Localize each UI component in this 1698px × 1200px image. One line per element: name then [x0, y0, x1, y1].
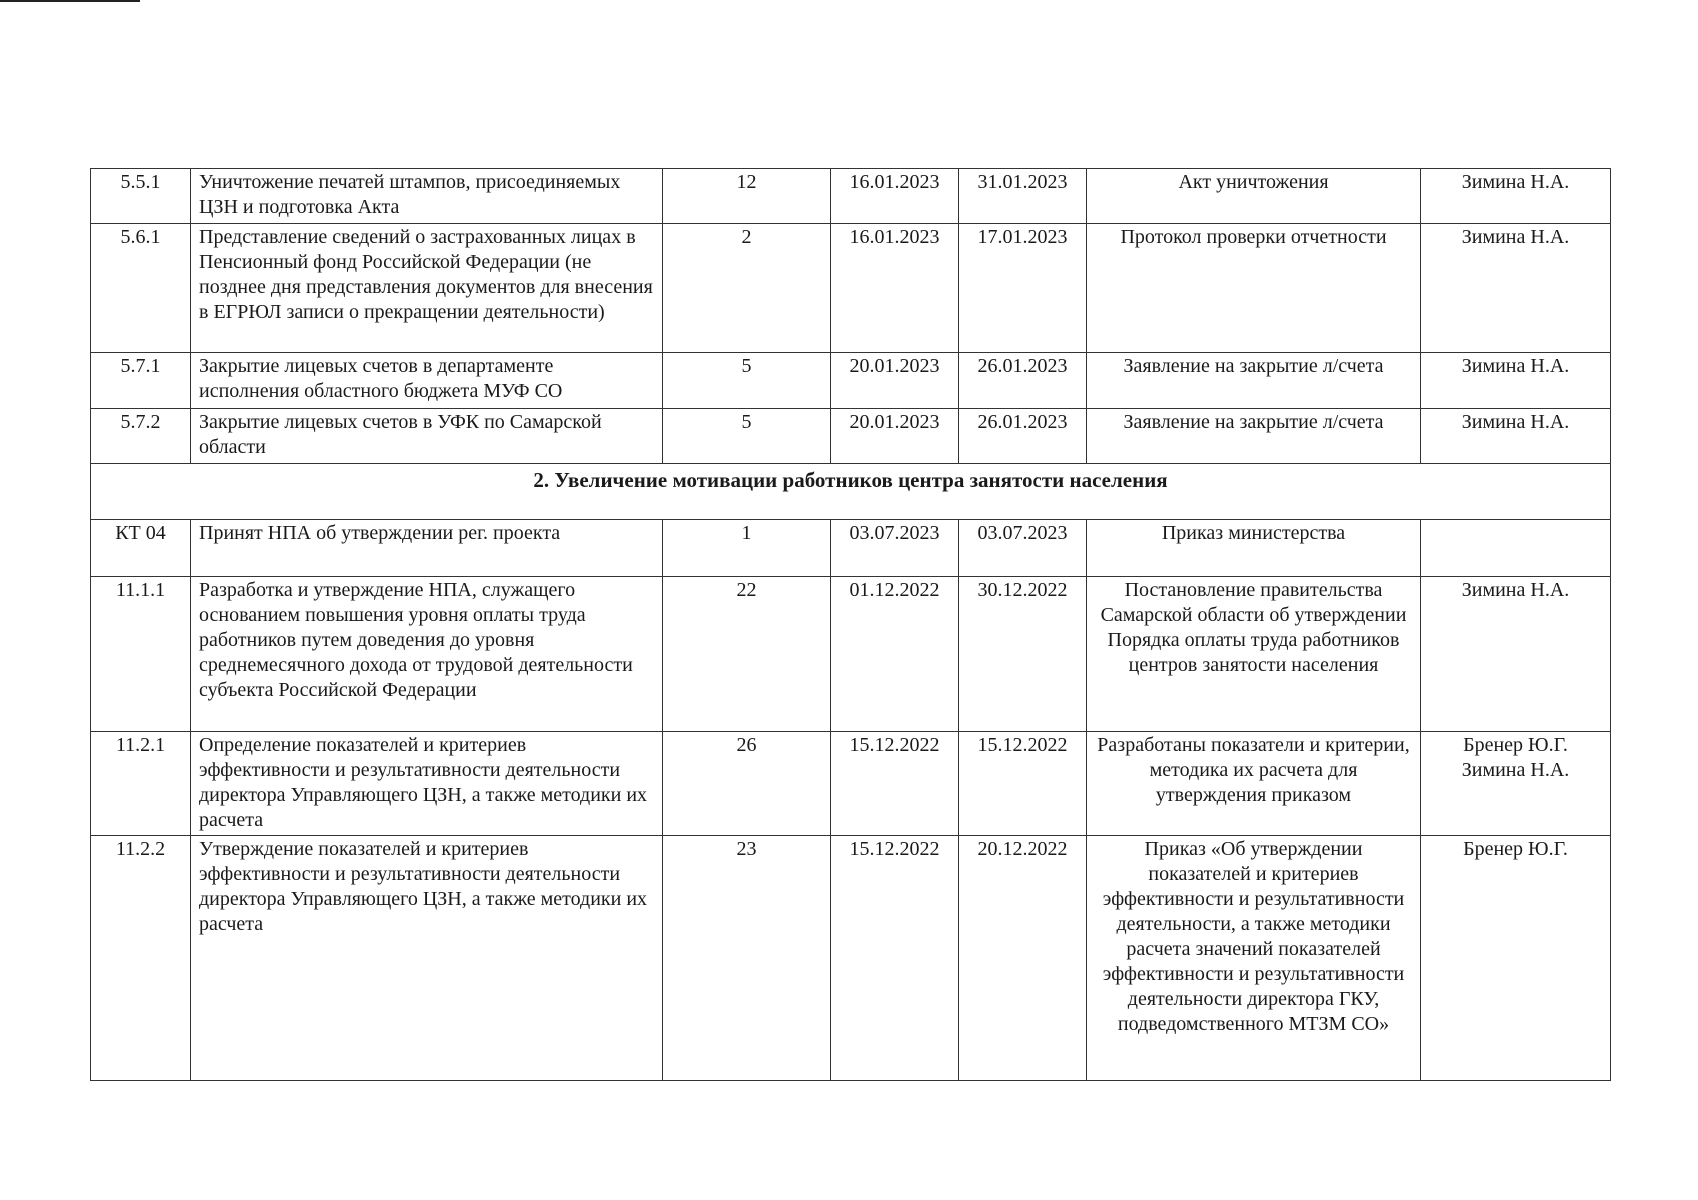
task-responsible: Зимина Н.А. [1421, 169, 1611, 224]
table-row [91, 577, 1611, 732]
task-description: Закрытие лицевых счетов в УФК по Самарской области [191, 409, 663, 464]
task-end-date: 03.07.2023 [959, 520, 1087, 577]
task-responsible [1421, 520, 1611, 577]
task-duration: 26 [663, 732, 831, 836]
task-end-date: 26.01.2023 [959, 409, 1087, 464]
task-duration: 5 [663, 353, 831, 409]
task-responsible: Зимина Н.А. [1421, 224, 1611, 353]
task-description: Принят НПА об утверждении рег. проекта [191, 520, 663, 577]
task-result: Протокол проверки отчетности [1087, 224, 1421, 353]
task-description: Представление сведений о застрахованных лицах в Пенсионный фонд Российской Федерации (не позднее дня представления документов для внесения в ЕГРЮЛ записи о прекращении деятельности) [191, 224, 663, 353]
task-result: Заявление на закрытие л/счета [1087, 353, 1421, 409]
task-end-date: 17.01.2023 [959, 224, 1087, 353]
task-result: Акт уничтожения [1087, 169, 1421, 224]
task-duration: 12 [663, 169, 831, 224]
task-description: Утверждение показателей и критериев эффективности и результативности деятельности директора Управляющего ЦЗН, а также методики их расчета [191, 836, 663, 1081]
table-row [91, 732, 1611, 836]
task-responsible: Зимина Н.А. [1421, 577, 1611, 732]
task-description: Разработка и утверждение НПА, служащего основанием повышения уровня оплаты труда работников путем доведения до уровня среднемесячного дохода от трудовой деятельности субъекта Российской Федерации [191, 577, 663, 732]
task-start-date: 20.01.2023 [831, 353, 959, 409]
task-code: 11.2.2 [91, 836, 191, 1081]
task-responsible: Зимина Н.А. [1421, 353, 1611, 409]
task-description: Уничтожение печатей штампов, присоединяемых ЦЗН и подготовка Акта [191, 169, 663, 224]
task-code: 5.6.1 [91, 224, 191, 353]
task-start-date: 15.12.2022 [831, 732, 959, 836]
task-code: 5.7.2 [91, 409, 191, 464]
task-duration: 1 [663, 520, 831, 577]
task-description: Определение показателей и критериев эффективности и результативности деятельности директора Управляющего ЦЗН, а также методики их расчета [191, 732, 663, 836]
task-code: 11.2.1 [91, 732, 191, 836]
task-end-date: 20.12.2022 [959, 836, 1087, 1081]
table-row [91, 520, 1611, 577]
table-row [91, 836, 1611, 1081]
task-start-date: 20.01.2023 [831, 409, 959, 464]
task-start-date: 16.01.2023 [831, 169, 959, 224]
table-row [91, 353, 1611, 409]
task-end-date: 26.01.2023 [959, 353, 1087, 409]
task-end-date: 15.12.2022 [959, 732, 1087, 836]
task-result: Заявление на закрытие л/счета [1087, 409, 1421, 464]
top-edge-mark [0, 0, 140, 2]
task-responsible: Зимина Н.А. [1421, 409, 1611, 464]
document-sheet [90, 168, 1610, 1081]
task-duration: 23 [663, 836, 831, 1081]
table-row [91, 409, 1611, 464]
task-result: Разработаны показатели и критерии, методика их расчета для утверждения приказом [1087, 732, 1421, 836]
task-responsible: Бренер Ю.Г. Зимина Н.А. [1421, 732, 1611, 836]
task-start-date: 01.12.2022 [831, 577, 959, 732]
task-result: Приказ министерства [1087, 520, 1421, 577]
task-result: Приказ «Об утверждении показателей и критериев эффективности и результативности деятельности, а также методики расчета значений показателей эффективности и результативности деятельности директора ГКУ, подведомственного МТЗМ СО» [1087, 836, 1421, 1081]
task-start-date: 03.07.2023 [831, 520, 959, 577]
task-code: 5.7.1 [91, 353, 191, 409]
table-row [91, 169, 1611, 224]
task-start-date: 16.01.2023 [831, 224, 959, 353]
task-code: 11.1.1 [91, 577, 191, 732]
task-responsible: Бренер Ю.Г. [1421, 836, 1611, 1081]
section-header-row [91, 464, 1611, 520]
table-row [91, 224, 1611, 353]
task-result: Постановление правительства Самарской области об утверждении Порядка оплаты труда работников центров занятости населения [1087, 577, 1421, 732]
task-code: КТ 04 [91, 520, 191, 577]
task-end-date: 30.12.2022 [959, 577, 1087, 732]
plan-table [90, 168, 1611, 1081]
task-end-date: 31.01.2023 [959, 169, 1087, 224]
task-start-date: 15.12.2022 [831, 836, 959, 1081]
section-title: 2. Увеличение мотивации работников центра занятости населения [91, 464, 1611, 520]
task-duration: 5 [663, 409, 831, 464]
task-duration: 2 [663, 224, 831, 353]
task-description: Закрытие лицевых счетов в департаменте исполнения областного бюджета МУФ СО [191, 353, 663, 409]
task-code: 5.5.1 [91, 169, 191, 224]
task-duration: 22 [663, 577, 831, 732]
